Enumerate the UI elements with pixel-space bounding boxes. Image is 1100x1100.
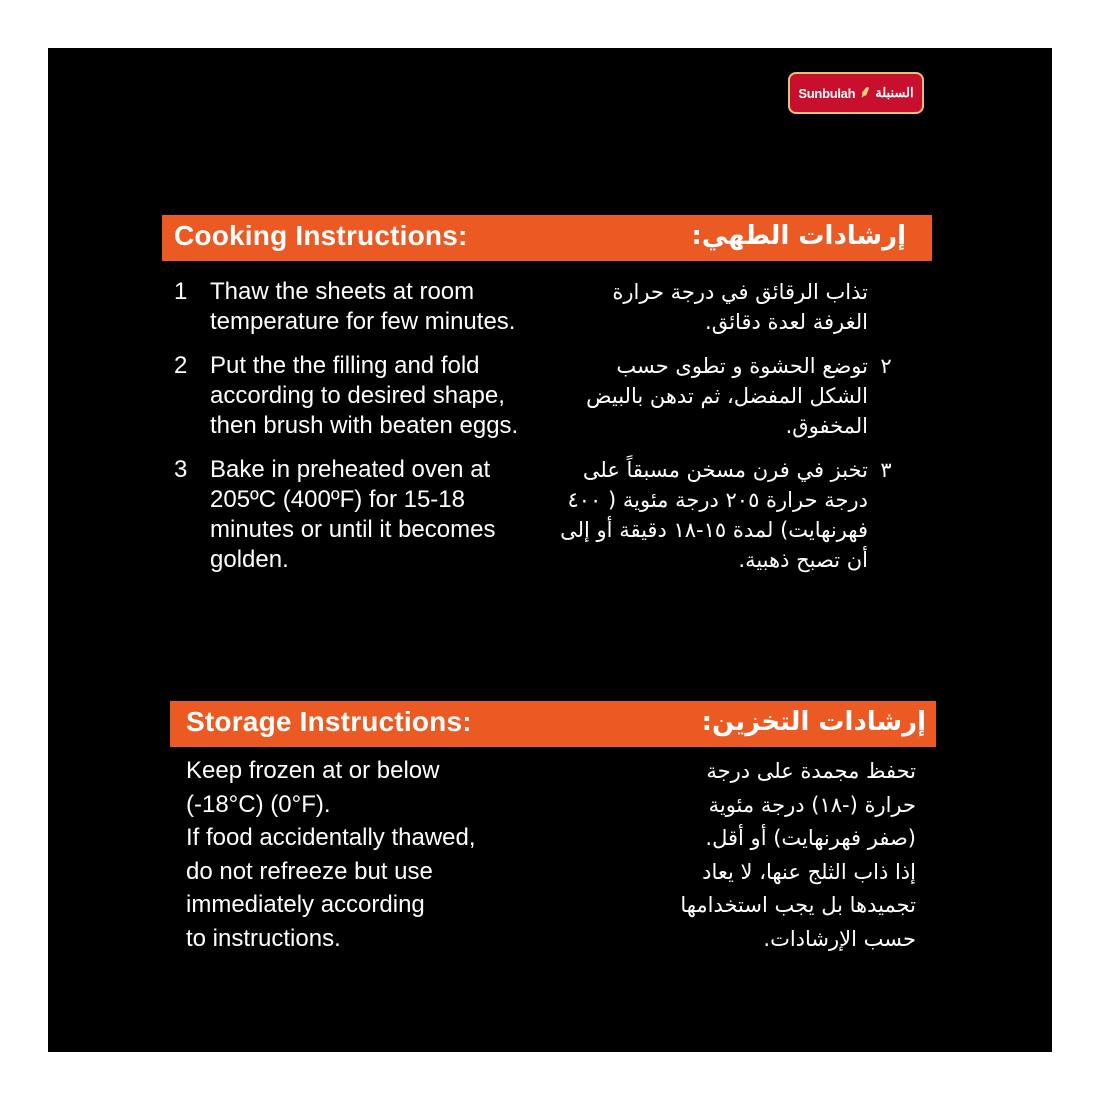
step-text: تذاب الرقائق في درجة حرارة الغرفة لعدة دقائق.	[612, 280, 868, 334]
cooking-title-ar: إرشادات الطهي:	[691, 221, 906, 251]
cooking-step-en	[174, 455, 554, 575]
cooking-steps-ar	[552, 277, 904, 589]
cooking-title-en: Cooking Instructions:	[174, 220, 468, 251]
storage-line-ar: (صفر فهرنهايت) أو أقل.	[705, 826, 916, 850]
cooking-step-en	[174, 277, 554, 337]
step-number: ٢	[880, 354, 892, 378]
storage-title-ar: إرشادات التخزين:	[701, 707, 926, 737]
step-text: تخبز في فرن مسخن مسبقاً على درجة حرارة ٢٠٥ درجة مئوية ( ٤٠٠ فهرنهايت) لمدة ١٥-١٨ دقيقة أو إلى أن تصبح ذهبية.	[560, 458, 868, 572]
step-text: Thaw the sheets at room temperature for few minutes.	[210, 278, 516, 335]
storage-line-en: If food accidentally thawed,	[186, 824, 476, 851]
step-number	[868, 277, 904, 337]
storage-line-ar: تحفظ مجمدة على درجة	[706, 759, 916, 783]
storage-header	[170, 701, 936, 747]
cooking-step-ar	[552, 277, 904, 337]
storage-line-ar: إذا ذاب الثلج عنها، لا يعاد	[702, 859, 916, 884]
step-text: توضع الحشوة و تطوى حسب الشكل المفضل، ثم تدهن بالبيض المخفوق.	[586, 354, 868, 438]
storage-line-en: immediately according	[186, 891, 425, 918]
storage-text-en	[186, 754, 556, 955]
cooking-step-en	[174, 351, 554, 441]
sunbulah-logo	[788, 72, 924, 114]
logo-text-en: Sunbulah	[798, 85, 856, 101]
storage-line-en: to instructions.	[186, 924, 341, 952]
step-number: 2	[174, 352, 188, 379]
cooking-steps-en	[174, 277, 554, 589]
storage-title-en: Storage Instructions:	[186, 706, 472, 737]
storage-line-ar: حرارة (-١٨) درجة مئوية	[708, 792, 916, 817]
step-text: Put the the filling and fold according to desired shape, then brush with beaten eggs.	[210, 352, 519, 439]
storage-text-ar	[560, 755, 916, 956]
storage-line-ar: تجميدها بل يجب استخدامها	[680, 893, 916, 917]
step-number: 3	[174, 456, 188, 483]
storage-line-en: (-18°C) (0°F).	[186, 790, 331, 818]
wheat-icon: ⸙	[859, 84, 872, 101]
cooking-step-ar	[552, 351, 904, 441]
cooking-step-ar	[552, 455, 904, 575]
logo-text-ar: السنبلة	[875, 85, 914, 100]
step-number: 1	[174, 278, 188, 305]
storage-line-en: do not refreeze but use	[186, 857, 433, 885]
storage-line-ar: حسب الإرشادات.	[763, 926, 916, 951]
storage-line-en: Keep frozen at or below	[186, 757, 440, 784]
step-number: ٣	[880, 458, 892, 482]
cooking-header	[162, 215, 932, 261]
step-text: Bake in preheated oven at 205ºC (400ºF) for 15-18 minutes or until it becomes golden.	[210, 456, 496, 573]
